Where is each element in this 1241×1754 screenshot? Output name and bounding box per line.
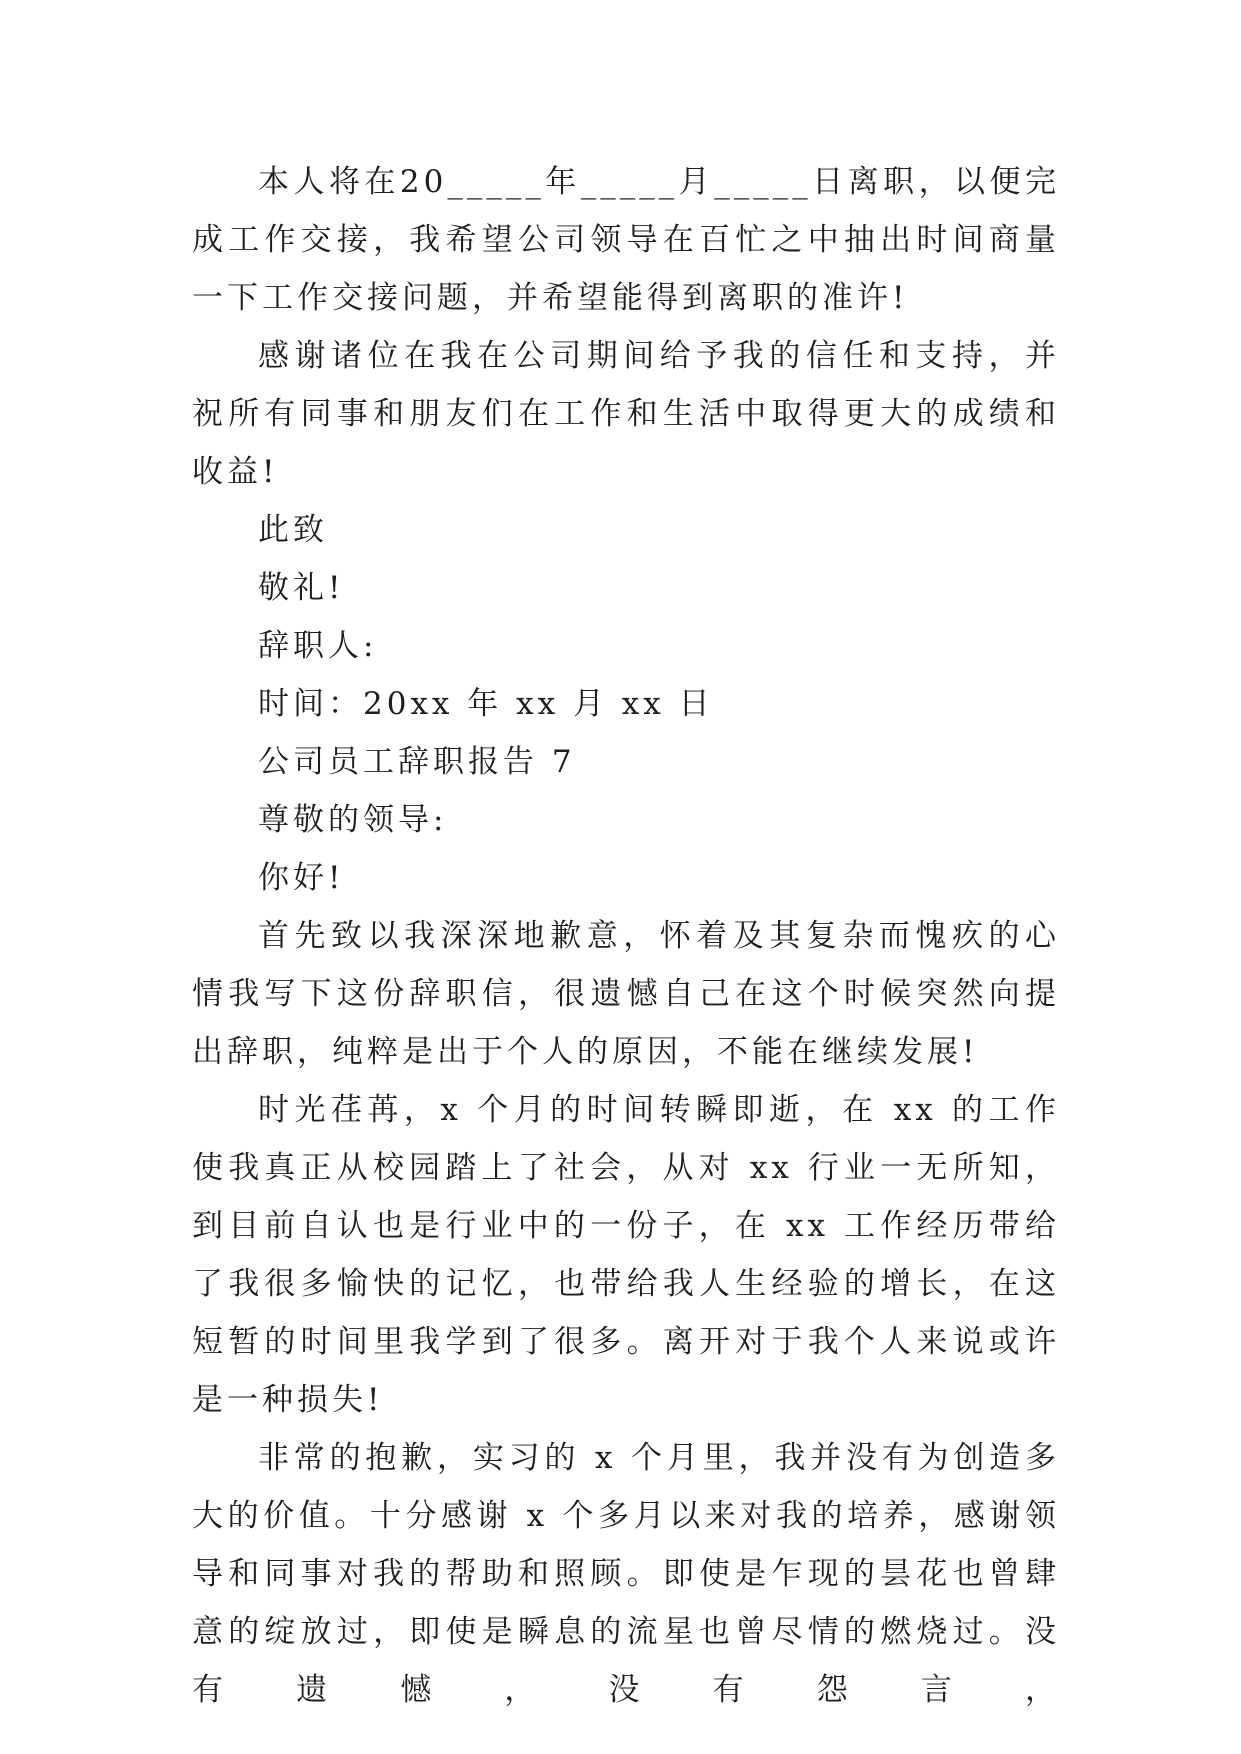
paragraph-gratitude: 非常的抱歉，实习的 x 个月里，我并没有为创造多大的价值。十分感谢 x 个多月以来对我的培养，感谢领导和同事对我的帮助和照顾。即使是乍现的昙花也曾肆意的绽放过，即使是瞬息的流星也曾尽情的燃烧过。没有遗憾，没有怨言， <box>192 1440 1060 1708</box>
date-line: 时间：20xx 年 xx 月 xx 日 <box>258 686 714 722</box>
greeting-recipient: 尊敬的领导: <box>258 802 448 838</box>
paragraph-experience: 时光荏苒，x 个月的时间转瞬即逝，在 xx 的工作使我真正从校园踏上了社会，从对 xx 行业一无所知，到目前自认也是行业中的一份子，在 xx 工作经历带给了我很多愉快的记忆，也带给我人生经验的增长，在这短暂的时间里我学到了很多。离开对于我个人来说或许是一种损失! <box>192 1092 1060 1418</box>
closing-salutation: 此致 <box>258 512 328 548</box>
paragraph-thanks: 感谢诸位在我在公司期间给予我的信任和支持，并祝所有同事和朋友们在工作和生活中取得更大的成绩和收益! <box>192 338 1060 490</box>
greeting-hello: 你好! <box>258 860 345 896</box>
closing-regards: 敬礼! <box>258 570 345 606</box>
document-body <box>192 153 1060 1719</box>
signature-label: 辞职人: <box>258 628 378 664</box>
section-heading: 公司员工辞职报告 7 <box>258 744 576 780</box>
paragraph-apology: 首先致以我深深地歉意，怀着及其复杂而愧疚的心情我写下这份辞职信，很遗憾自己在这个时候突然向提出辞职，纯粹是出于个人的原因，不能在继续发展! <box>192 918 1060 1070</box>
paragraph-resignation-date: 本人将在20_____年_____月_____日离职，以便完成工作交接，我希望公司领导在百忙之中抽出时间商量一下工作交接问题，并希望能得到离职的准许! <box>192 164 1060 316</box>
